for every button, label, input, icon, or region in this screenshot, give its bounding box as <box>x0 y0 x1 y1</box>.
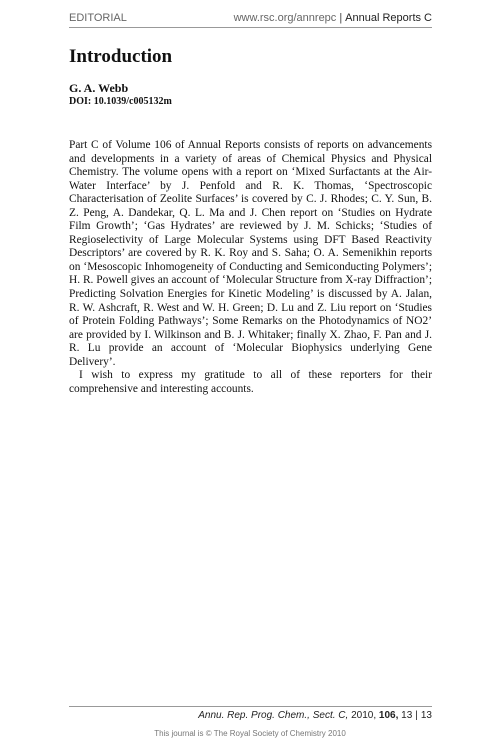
doi-link[interactable]: DOI: 10.1039/c005132m <box>69 96 172 107</box>
page-number: 13 <box>420 710 432 721</box>
header-rule <box>69 27 432 28</box>
copyright-notice: This journal is © The Royal Society of Chemistry 2010 <box>154 729 346 738</box>
citation-journal: Annu. Rep. Prog. Chem., Sect. C, <box>198 710 349 721</box>
author-name: G. A. Webb <box>69 81 129 95</box>
footer-rule <box>69 706 432 707</box>
header-right <box>234 12 432 24</box>
journal-name: Annual Reports C <box>345 12 432 24</box>
footer-citation <box>69 710 432 721</box>
citation-volume: 106, <box>378 710 399 721</box>
journal-url[interactable]: www.rsc.org/annrepc <box>233 12 337 24</box>
section-label: EDITORIAL <box>69 12 127 24</box>
header-separator: | <box>339 12 343 24</box>
body-paragraph: I wish to express my gratitude to all of these reporters for their comprehensive and interesting accounts. <box>69 369 432 395</box>
article-body <box>69 139 432 396</box>
citation-year: 2010, <box>351 710 377 721</box>
footer-separator: | <box>415 710 418 721</box>
running-header <box>69 12 432 26</box>
body-paragraph: Part C of Volume 106 of Annual Reports consists of reports on advancements and developments in a variety of areas of Chemical Physics and Physical Chemistry. The volume opens with a report on ‘Mixed Surfactants at the Air-Water Interface’ by J. Penfold and R. K. Thomas, ‘Spectroscopic Characterisation of Zeolite Surfaces’ is covered by C. J. Rhodes; C. Y. Sun, B. Z. Peng, A. Dandekar, Q. L. Ma and J. Chen report on ‘Studies on Hydrate Film Growth’; ‘Gas Hydrates’ are reviewed by J. M. Schicks; ‘Studies of Regioselectivity of Large Molecular Systems using DFT Based Reactivity Descriptors’ are covered by R. K. Roy and S. Saha; O. A. Semenikhin reports on ‘Mesoscopic Inhomogeneity of Conducting and Semiconducting Polymers’; H. R. Powell gives an account of ‘Molecular Structure from X-ray Diffraction’; Predicting Solvation Energies for Kinetic Modeling’ is discussed by A. Jalan, R. W. Ashcraft, R. West and W. H. Green; D. Lu and Z. Liu report on ‘Studies of Protein Folding Pathways’; Some Remarks on the Photodynamics of NO2’ are provided by I. Wilkinson and B. J. Whitaker; finally X. Zhao, F. Pan and J. R. Lu provide an account of ‘Molecular Biophysics underlying Gene Delivery’. <box>69 139 432 368</box>
article-title: Introduction <box>69 46 173 67</box>
citation-pages: 13 <box>401 710 413 721</box>
